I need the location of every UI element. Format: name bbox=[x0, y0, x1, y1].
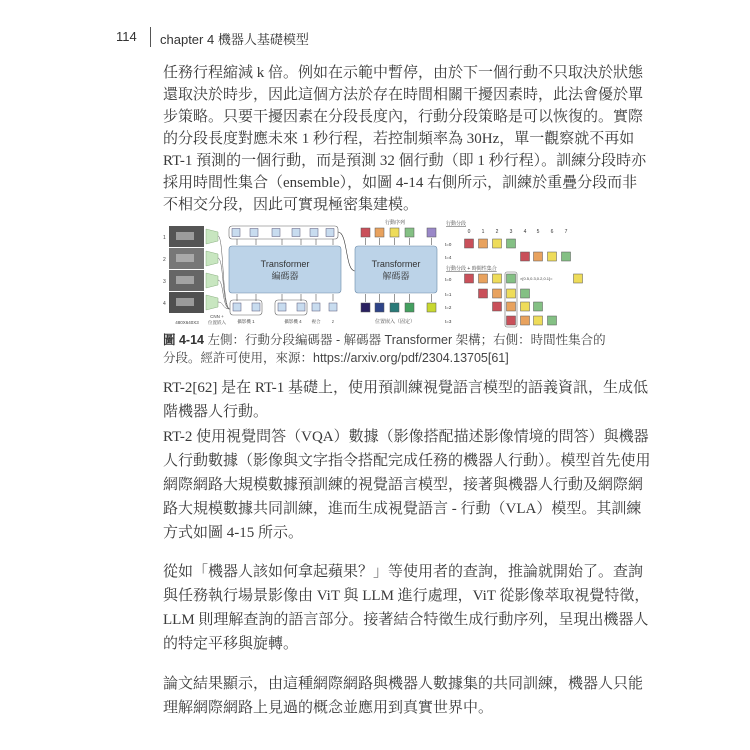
weights-formula: ×[0.5,0.3,0.2,0.1]= bbox=[520, 276, 553, 281]
column-number: 6 bbox=[550, 229, 554, 235]
position-embedding-label: 位置嵌入（固定） bbox=[374, 319, 416, 325]
encoder-input-token bbox=[233, 303, 241, 311]
text-line: 路大規模數據共同訓練，進而生成視覺語言 - 行動（VLA）模型。其訓練 bbox=[163, 501, 642, 517]
column-number: 3 bbox=[509, 229, 513, 235]
text-line: 的分段長度對應未來 1 秒行程，若控制頻率為 30Hz，單一觀察就不再如 bbox=[163, 131, 635, 147]
camera-number: 2 bbox=[163, 257, 166, 263]
chapter-title: chapter 4 機器人基礎模型 bbox=[160, 32, 309, 47]
encoder-title: Transformer bbox=[260, 259, 310, 269]
encoder-input-token bbox=[278, 303, 286, 311]
camera-number: 3 bbox=[163, 279, 166, 285]
decoder-subtitle: 解碼器 bbox=[382, 271, 410, 281]
chunk-action bbox=[507, 239, 516, 248]
encoder-input-token bbox=[297, 303, 305, 311]
position-embedding-token bbox=[427, 303, 436, 312]
row-label: t=2 bbox=[445, 305, 452, 310]
column-number: 1 bbox=[481, 229, 485, 235]
text-line: 人行動數據（影像與文字指令搭配完成任務的機器人行動）。模型首先使用 bbox=[163, 453, 651, 469]
cnn-block bbox=[206, 229, 218, 244]
action-token bbox=[375, 228, 384, 237]
cnn-block bbox=[206, 295, 218, 310]
action-sequence-label: 行動序列 bbox=[384, 220, 406, 226]
joint-label: 複合 bbox=[311, 319, 321, 324]
ensemble-action bbox=[493, 274, 502, 283]
action-token bbox=[405, 228, 414, 237]
position-embedding-token bbox=[361, 303, 370, 312]
column-number: 7 bbox=[564, 229, 568, 235]
ensemble-action bbox=[521, 289, 530, 298]
ensemble-action bbox=[479, 274, 488, 283]
caption-label: 圖 4-14 bbox=[163, 333, 204, 347]
text-line: 採用時間性集合（ensemble），如圖 4-14 右側所示，訓練於重疊分段而非 bbox=[163, 175, 638, 191]
robot-arm-image bbox=[176, 276, 194, 284]
ensemble-action bbox=[507, 316, 516, 325]
encoder-output-token bbox=[292, 229, 300, 237]
cnn-block bbox=[206, 251, 218, 266]
text-line: 從如「機器人該如何拿起蘋果？」等使用者的查詢，推論就開始了。查詢 bbox=[163, 564, 644, 580]
caption-text-2: 分段。經許可使用，來源：https://arxiv.org/pdf/2304.13705[61] bbox=[163, 351, 509, 365]
ensemble-label: 行動分段 + 時間性集合 bbox=[446, 266, 497, 272]
ensemble-action bbox=[493, 289, 502, 298]
ensemble-action bbox=[479, 289, 488, 298]
robot-arm-image bbox=[176, 232, 194, 240]
chunk-action bbox=[493, 239, 502, 248]
cnn-block bbox=[206, 273, 218, 288]
text-line: 還取決於時步，因此這個方法於存在時間相關干擾因素時，此法會優於單 bbox=[163, 87, 644, 103]
text-line: LLM 則理解查詢的語言部分。接著結合特徵生成行動序列，呈現出機器人 bbox=[163, 612, 649, 628]
chunk-action bbox=[465, 239, 474, 248]
paragraph-1 bbox=[163, 62, 647, 216]
ensemble-action bbox=[465, 274, 474, 283]
text-line: RT-1 預測的一個行動，而是預測 32 個行動（即 1 秒行程）。訓練分段時亦 bbox=[163, 153, 647, 169]
chunk-action bbox=[479, 239, 488, 248]
paragraph-5 bbox=[163, 672, 644, 720]
chunk-action bbox=[548, 252, 557, 261]
transformer-decoder-box bbox=[355, 246, 437, 293]
encoder-input-token bbox=[329, 303, 337, 311]
row-label: t=1 bbox=[445, 292, 452, 297]
z-label: z bbox=[331, 319, 335, 324]
ensemble-action bbox=[521, 316, 530, 325]
image-size-label: 480X640X3 bbox=[175, 320, 199, 325]
ensemble-action bbox=[548, 316, 557, 325]
encoder-input-token bbox=[312, 303, 320, 311]
text-line: 理解網際網路上見過的概念並應用到真實世界中。 bbox=[163, 700, 494, 716]
text-line: 任務行程縮減 k 倍。例如在示範中暫停，由於下一個行動不只取決於狀態 bbox=[163, 65, 644, 81]
encoder-output-token bbox=[232, 229, 240, 237]
header-divider bbox=[150, 27, 151, 47]
camera4-label: 攝影機 4 bbox=[284, 319, 302, 324]
page-number: 114 bbox=[116, 29, 137, 44]
text-line: 方式如圖 4-15 所示。 bbox=[163, 525, 303, 541]
ensemble-action bbox=[534, 316, 543, 325]
caption-text: 左側：行動分段編碼器 - 解碼器 Transformer 架構；右側：時間性集合的 bbox=[204, 333, 606, 347]
encoder-output-bar bbox=[229, 226, 338, 239]
paragraph-4 bbox=[163, 560, 650, 656]
column-number: 0 bbox=[467, 229, 471, 235]
ensemble-action bbox=[534, 302, 543, 311]
encoder-output-token bbox=[272, 229, 280, 237]
text-line: 的特定平移與旋轉。 bbox=[163, 636, 299, 652]
encoder-input-token bbox=[252, 303, 260, 311]
ensemble-action bbox=[493, 302, 502, 311]
text-line: RT-2[62] 是在 RT-1 基礎上，使用預訓練視覺語言模型的語義資訊，生成低 bbox=[163, 380, 649, 396]
column-number: 5 bbox=[536, 229, 540, 235]
figure-4-14 bbox=[160, 219, 590, 329]
encoder-output-token bbox=[250, 229, 258, 237]
action-token bbox=[361, 228, 370, 237]
encoder-output-token bbox=[310, 229, 318, 237]
camera-number: 1 bbox=[163, 235, 166, 241]
position-embedding-token bbox=[390, 303, 399, 312]
encoder-output-token bbox=[326, 229, 334, 237]
camera-number: 4 bbox=[163, 301, 166, 307]
ensembled-action-result bbox=[574, 274, 583, 283]
column-number: 4 bbox=[523, 229, 527, 235]
text-line: 步策略。只要干擾因素在分段長度內，行動分段策略是可以恢復的。實際 bbox=[163, 109, 644, 125]
text-line: 不相交分段，因此可實現極密集建模。 bbox=[163, 197, 419, 213]
cnn-label-2: 位置嵌入 bbox=[208, 320, 226, 325]
chunk-action bbox=[521, 252, 530, 261]
text-line: 網際網路大規模數據預訓練的視覺語言模型，接著與機器人行動及網際網 bbox=[163, 477, 644, 493]
text-line: 與任務執行場景影像由 ViT 與 LLM 進行處理，ViT 從影像萃取視覺特徵， bbox=[163, 588, 650, 604]
column-number: 2 bbox=[495, 229, 499, 235]
row-label: t=0 bbox=[445, 277, 452, 282]
figure-caption bbox=[163, 331, 606, 367]
action-token bbox=[390, 228, 399, 237]
transformer-encoder-box bbox=[229, 246, 341, 293]
chunk-action bbox=[534, 252, 543, 261]
cnn-label: CNN + bbox=[210, 314, 224, 319]
robot-arm-image bbox=[176, 254, 194, 262]
ensemble-action bbox=[507, 289, 516, 298]
ensemble-action bbox=[507, 274, 516, 283]
position-embedding-token bbox=[375, 303, 384, 312]
ensemble-action bbox=[507, 302, 516, 311]
chunk-action bbox=[562, 252, 571, 261]
ensemble-action bbox=[521, 302, 530, 311]
position-embedding-token bbox=[405, 303, 414, 312]
row-label: t=4 bbox=[445, 255, 452, 260]
encoder-subtitle: 編碼器 bbox=[271, 271, 299, 281]
chunking-label: 行動分段 bbox=[446, 221, 467, 227]
row-label: t=0 bbox=[445, 242, 452, 247]
row-label: t=3 bbox=[445, 319, 452, 324]
text-line: 論文結果顯示，由這種網際網路與機器人數據集的共同訓練，機器人只能 bbox=[163, 676, 644, 692]
paragraph-2 bbox=[163, 376, 649, 424]
text-line: RT-2 使用視覺問答（VQA）數據（影像搭配描述影像情境的問答）與機器 bbox=[163, 429, 649, 445]
action-token bbox=[427, 228, 436, 237]
text-line: 階機器人行動。 bbox=[163, 404, 269, 420]
robot-arm-image bbox=[176, 298, 194, 306]
decoder-title: Transformer bbox=[371, 259, 421, 269]
paragraph-3 bbox=[163, 425, 651, 545]
camera1-label: 攝影機 1 bbox=[237, 319, 255, 324]
